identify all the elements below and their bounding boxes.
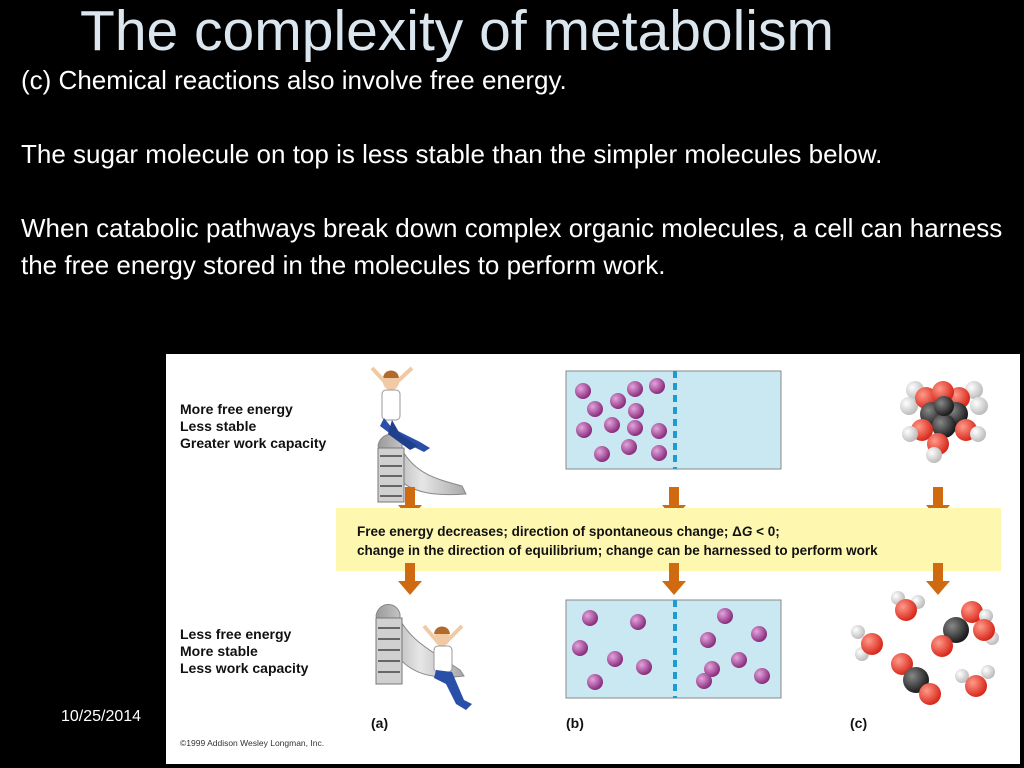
free-energy-figure xyxy=(166,354,1020,764)
banner-line-2: change in the direction of equilibrium; change can be harnessed to perform work xyxy=(357,543,878,558)
slide-bottom-illustration xyxy=(376,604,472,710)
slide-top-illustration xyxy=(372,368,466,502)
copyright-text: ©1999 Addison Wesley Longman, Inc. xyxy=(180,738,325,748)
paragraph-3: When catabolic pathways break down complex organic molecules, a cell can harness the free energy stored in the molecules to perform work. xyxy=(21,213,1003,280)
diffusion-box-top xyxy=(566,371,781,469)
banner-line-1-prefix: Free energy decreases; direction of spontaneous change; xyxy=(357,524,733,539)
diffusion-box-bottom xyxy=(566,600,781,698)
panel-label-b: (b) xyxy=(566,715,584,731)
water-co2-molecules xyxy=(851,591,999,705)
paragraph-2: The sugar molecule on top is less stable than the simpler molecules below. xyxy=(21,139,883,169)
bottom-label-1: Less free energy xyxy=(180,626,292,642)
banner-delta: Δ xyxy=(732,524,742,539)
banner-g: G xyxy=(741,524,753,539)
panel-label-a: (a) xyxy=(371,715,389,731)
banner-line-1-suffix: < 0; xyxy=(752,524,780,539)
top-label-2: Less stable xyxy=(180,418,257,434)
banner-line-1 xyxy=(357,524,780,539)
bottom-label-3: Less work capacity xyxy=(180,660,309,676)
panel-label-c: (c) xyxy=(850,715,868,731)
paragraph-1: (c) Chemical reactions also involve free energy. xyxy=(21,65,567,95)
bottom-label-2: More stable xyxy=(180,643,258,659)
free-energy-banner xyxy=(336,508,1001,571)
body-text xyxy=(21,62,1011,284)
glucose-molecule xyxy=(900,381,988,463)
top-label-3: Greater work capacity xyxy=(180,435,327,451)
top-label-1: More free energy xyxy=(180,401,293,417)
slide-date: 10/25/2014 xyxy=(61,708,142,725)
slide-title: The complexity of metabolism xyxy=(80,0,834,63)
